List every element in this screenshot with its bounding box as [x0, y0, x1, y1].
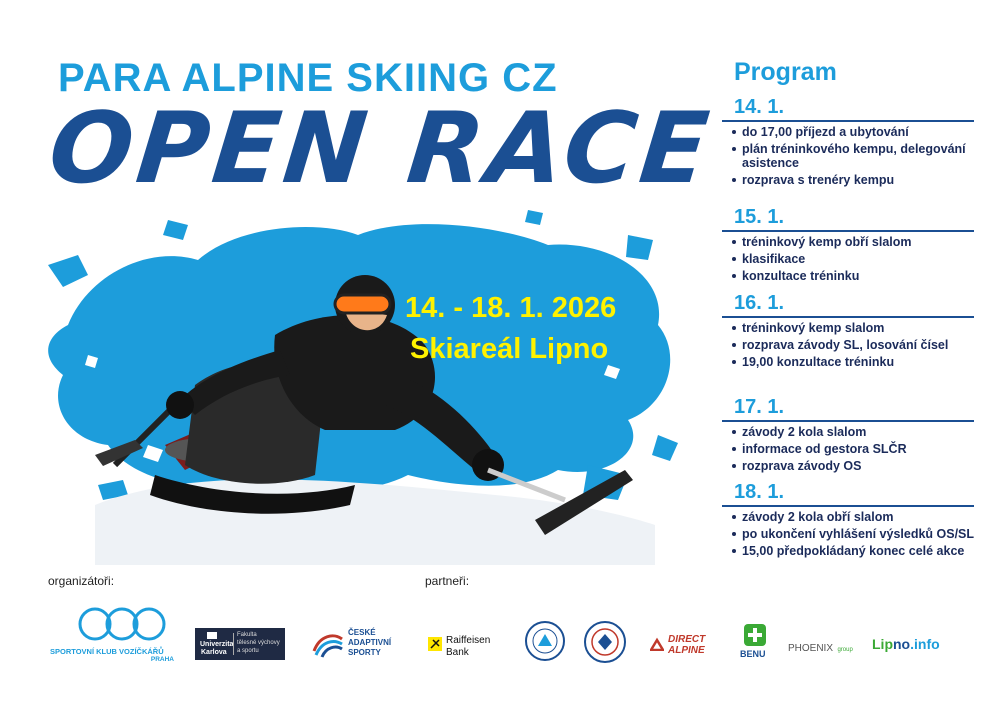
program-day — [722, 206, 984, 286]
federation-seal-logo — [583, 620, 627, 664]
direct-alpine-logo — [650, 632, 720, 658]
cas-line-1: ČESKÉ — [348, 628, 376, 637]
raiffeisen-icon — [428, 637, 442, 651]
direct-alpine-icon — [650, 637, 664, 651]
program-item: do 17,00 příjezd a ubytování — [732, 125, 984, 139]
uk-ftvs-logo — [195, 628, 285, 660]
uk-divider — [233, 633, 234, 655]
lipno-part-2: no — [893, 636, 911, 652]
raiffeisen-name-1: Raiffeisen — [446, 635, 491, 646]
program-day-date: 17. 1. — [734, 396, 785, 418]
lipno-part-3: .info — [910, 636, 940, 652]
skv-praha-logo — [50, 606, 180, 668]
program-item: klasifikace — [732, 252, 984, 266]
benu-name: BENU — [740, 649, 766, 659]
benu-cross-icon — [744, 624, 766, 646]
program-item: informace od gestora SLČR — [732, 442, 984, 456]
skv-name: SPORTOVNÍ KLUB VOZÍČKÁŘŮ — [50, 647, 164, 656]
raiffeisen-bank-logo — [428, 633, 510, 661]
program-day-divider — [722, 505, 974, 507]
program-day — [722, 481, 984, 561]
skv-city: PRAHA — [150, 656, 174, 663]
cas-mark-icon — [312, 629, 344, 659]
direct-alpine-name-2: ALPINE — [668, 645, 705, 656]
program-item: tréninkový kemp obří slalom — [732, 235, 984, 249]
program-title: Program — [734, 58, 837, 86]
program-day-divider — [722, 316, 974, 318]
uk-seal-icon — [207, 632, 217, 639]
program-day-divider — [722, 420, 974, 422]
program-day-date: 18. 1. — [734, 481, 785, 503]
program-item: rozprava s trenéry kempu — [732, 173, 984, 187]
uk-name-1: Univerzita — [200, 641, 234, 648]
phoenix-group-logo — [788, 638, 858, 654]
ceske-adaptivni-sporty-logo — [312, 627, 402, 661]
uk-faculty-1: Fakulta — [237, 632, 257, 638]
program-item: závody 2 kola slalom — [732, 425, 984, 439]
program-item: po ukončení vyhlášení výsledků OS/SL — [732, 527, 984, 541]
program-item: rozprava závody OS — [732, 459, 984, 473]
program-day-divider — [722, 230, 974, 232]
direct-alpine-name-1: DIRECT — [668, 634, 706, 645]
phoenix-sub: group — [837, 647, 853, 653]
uk-faculty-2: tělesné výchovy — [237, 640, 280, 646]
program-item: plán tréninkového kempu, delegování asistence — [732, 142, 984, 170]
program-item: rozprava závody SL, losování čísel — [732, 338, 984, 352]
raiffeisen-name-2: Bank — [446, 647, 469, 658]
organizers-label: organizátoři: — [48, 574, 115, 588]
program-day-date: 15. 1. — [734, 206, 785, 228]
poster-title-line2: OPEN RACE — [44, 92, 718, 206]
program-item: tréninkový kemp slalom — [732, 321, 984, 335]
program-item: 15,00 předpokládaný konec celé akce — [732, 544, 984, 558]
program-day-date: 16. 1. — [734, 292, 785, 314]
phoenix-name: PHOENIX — [788, 643, 834, 654]
program-day — [722, 396, 984, 476]
cas-line-3: SPORTY — [348, 648, 381, 657]
uk-name-2: Karlova — [201, 649, 227, 656]
program-item: 19,00 konzultace tréninku — [732, 355, 984, 369]
lipno-info-logo — [872, 636, 962, 656]
lipno-part-1: Lip — [872, 636, 893, 652]
cas-line-2: ADAPTIVNÍ — [348, 638, 392, 647]
program-day — [722, 292, 984, 372]
program-item: konzultace tréninku — [732, 269, 984, 283]
program-day-date: 14. 1. — [734, 96, 785, 118]
program-day — [722, 96, 984, 190]
event-venue: Skiareál Lipno — [410, 333, 609, 365]
club-seal-logo — [524, 620, 566, 662]
partners-label: partneři: — [425, 574, 470, 588]
program-item: závody 2 kola obří slalom — [732, 510, 984, 524]
uk-faculty-3: a sportu — [237, 648, 259, 654]
program-panel — [722, 58, 984, 598]
benu-logo — [738, 624, 772, 664]
poster-title-line1: PARA ALPINE SKIING CZ — [58, 56, 558, 100]
program-day-divider — [722, 120, 974, 122]
event-dates: 14. - 18. 1. 2026 — [405, 292, 617, 324]
